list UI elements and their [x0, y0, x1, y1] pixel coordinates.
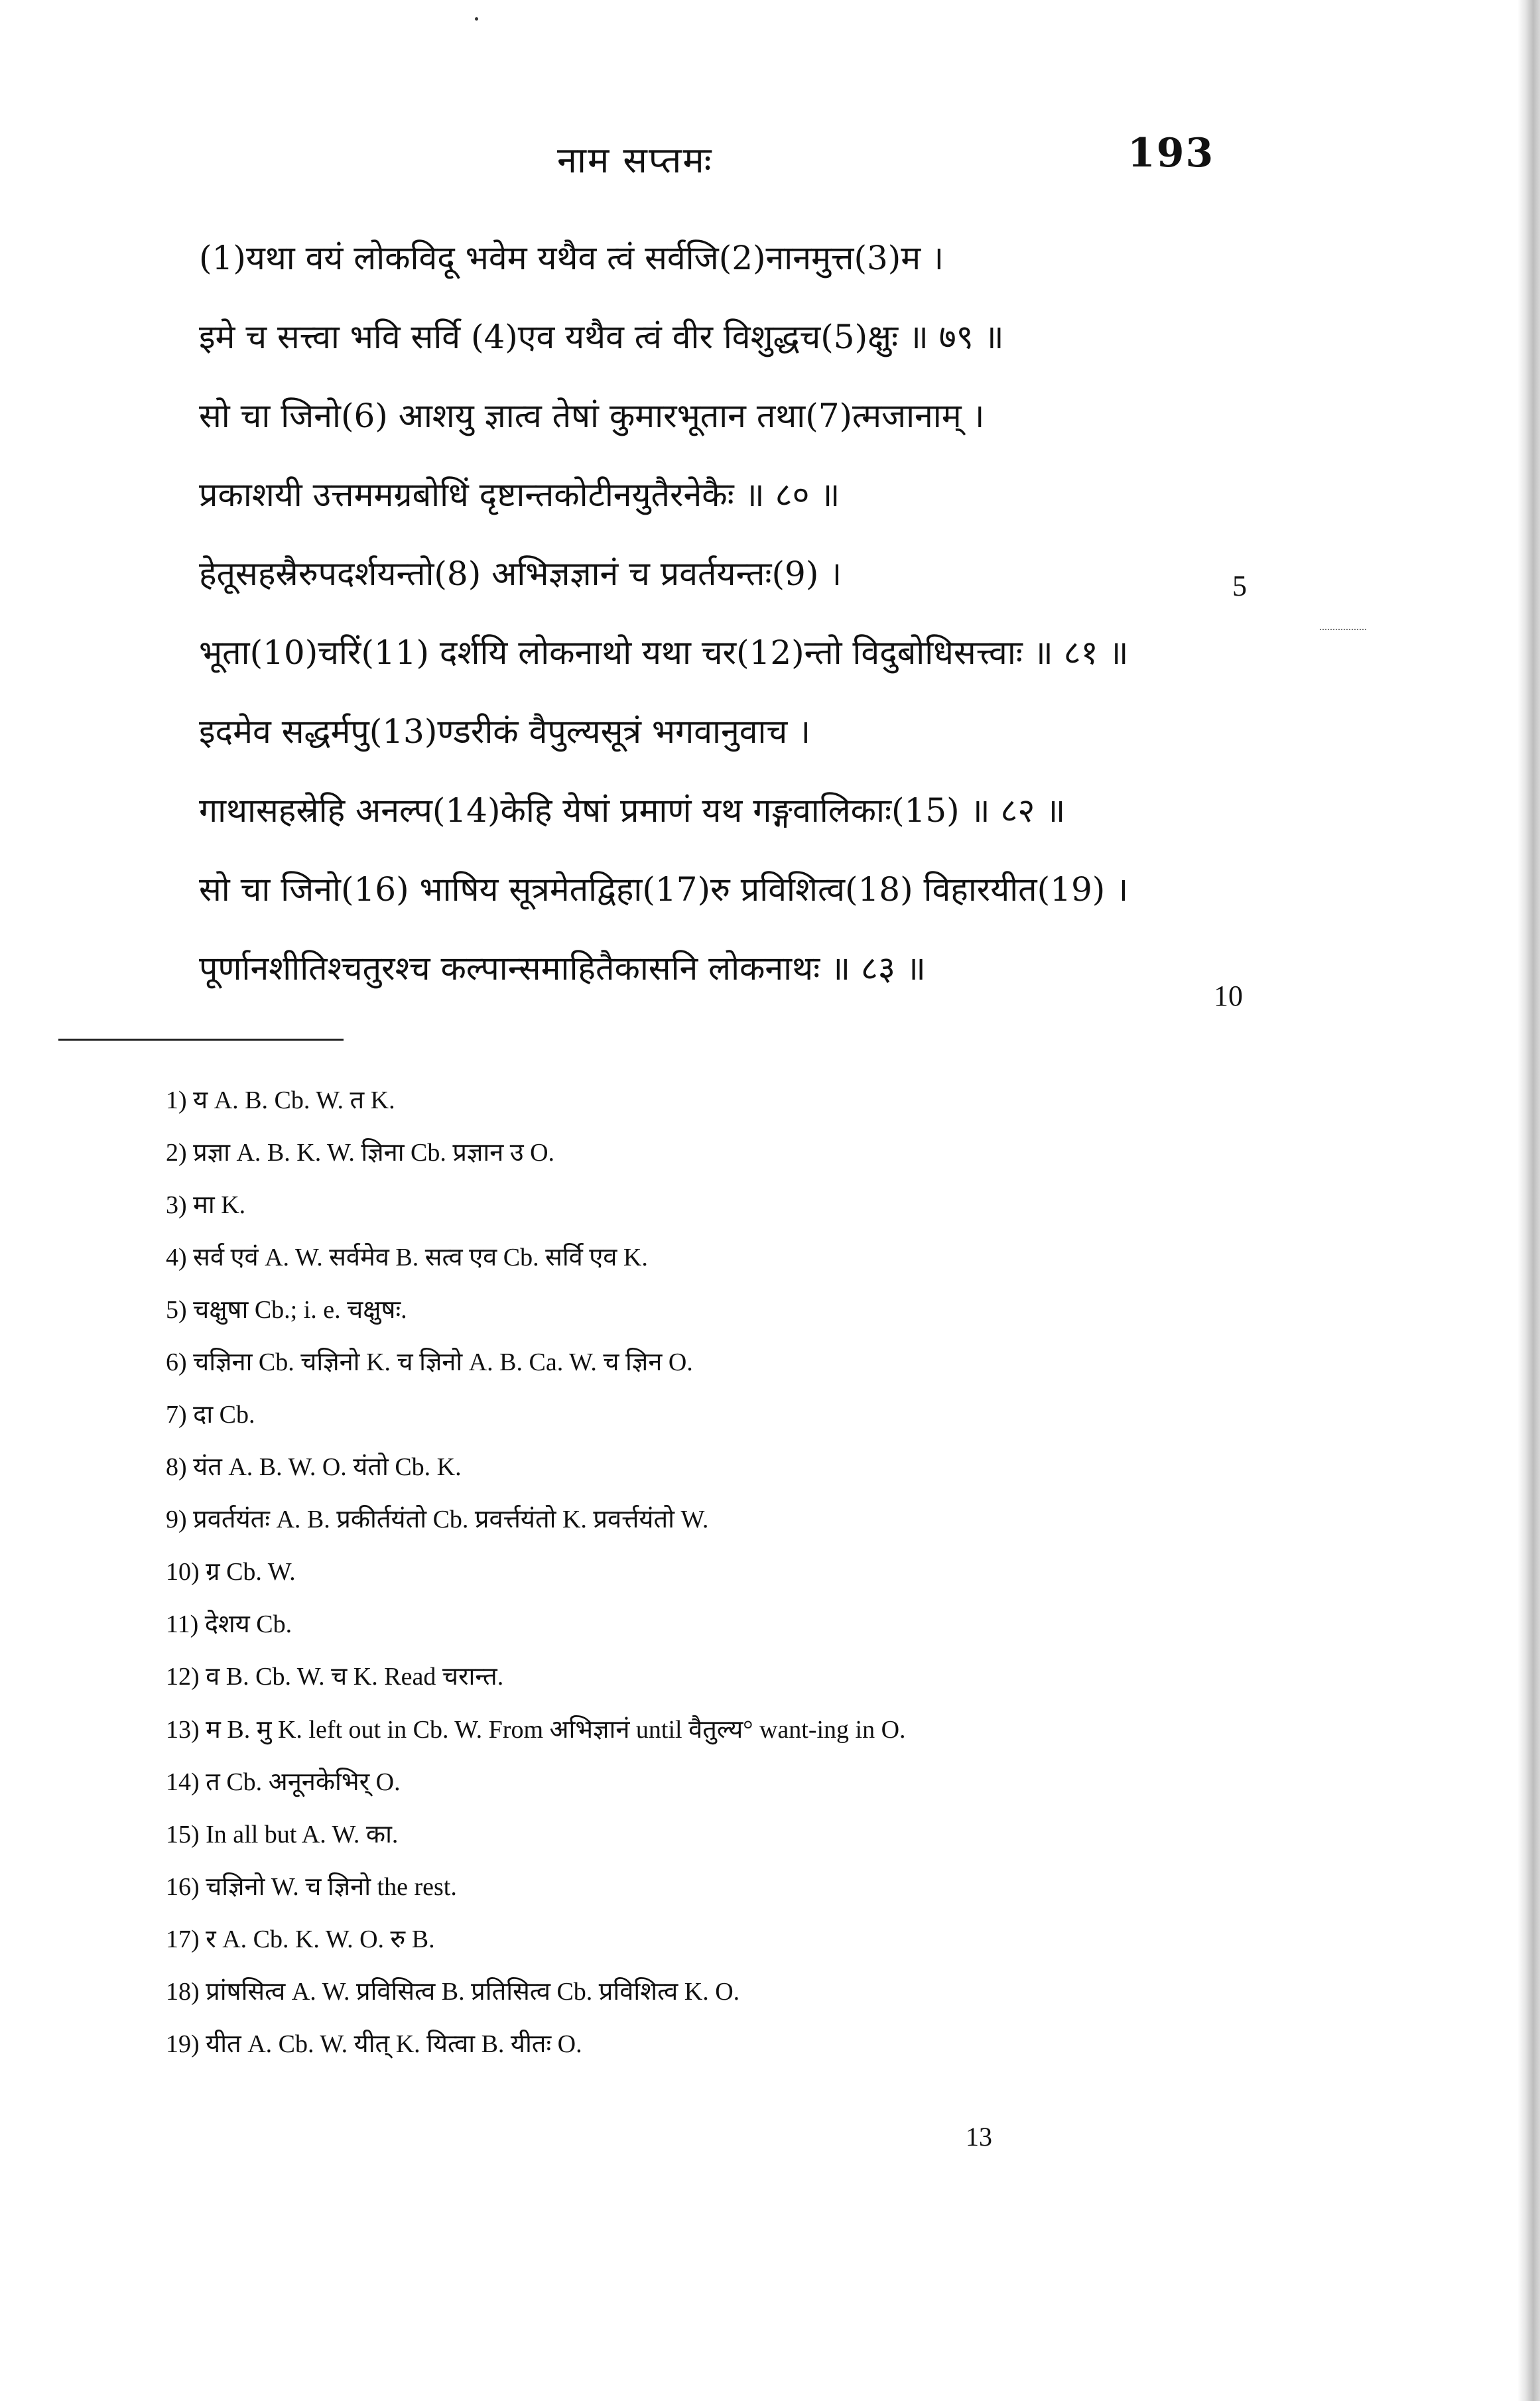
footnote: 15) In all but A. W. का.: [166, 1821, 399, 1849]
verse-line: इदमेव सद्धर्मपु(13)ण्डरीकं वैपुल्यसूत्रं भगवानुवाच ।: [199, 712, 811, 751]
footnote: 5) चक्षुषा Cb.; i. e. चक्षुषः.: [166, 1296, 407, 1324]
footnote: 6) चज्ञिना Cb. चज्ञिनो K. च ज्ञिनो A. B. Ca. W. च ज्ञिन O.: [166, 1348, 693, 1376]
footnote: 8) यंत A. B. W. O. यंतो Cb. K.: [166, 1453, 462, 1481]
verse-line: (1)यथा वयं लोकविदू भवेम यथैव त्वं सर्वजि(2)नानमुत्त(3)म ।: [199, 239, 944, 277]
footnotes: [40, 1074, 1207, 2071]
page-number: 193: [1127, 130, 1215, 176]
footnote: 14) त Cb. अनूनकेभिर् O.: [166, 1768, 401, 1796]
footnote: 19) यीत A. Cb. W. यीत् K. यित्वा B. यीतः O.: [166, 2030, 582, 2058]
verse-line: भूता(10)चरिं(11) दर्शयि लोकनाथो यथा चर(12)न्तो विदुबोधिसत्त्वाः ॥ ८१ ॥: [199, 633, 1129, 672]
line-number-5: 5: [1232, 570, 1247, 602]
signature-mark: 13: [966, 2122, 992, 2152]
running-head: नाम सप्तमः: [557, 139, 713, 181]
line-number-10: 10: [1214, 980, 1243, 1012]
verse-line: इमे च सत्त्वा भवि सर्वि (4)एव यथैव त्वं वीर विशुद्धच(5)क्षुः ॥ ७९ ॥: [199, 318, 1004, 356]
footnote-rule: [58, 1039, 344, 1041]
footnote: 2) प्रज्ञा A. B. K. W. ज्ञिना Cb. प्रज्ञान उ O.: [166, 1139, 555, 1167]
footnote: 17) र A. Cb. K. W. O. रु B.: [166, 1925, 435, 1953]
scan-speck: [475, 17, 478, 21]
footnote: 10) ग्र Cb. W.: [166, 1558, 296, 1586]
verse-line: गाथासहस्रेहि अनल्प(14)केहि येषां प्रमाणं यथ गङ्गवालिकाः(15) ॥ ८२ ॥: [199, 791, 1066, 830]
verse-line: सो चा जिनो(16) भाषिय सूत्रमेतद्विहा(17)रु प्रविशित्व(18) विहारयीत(19) ।: [199, 870, 1129, 909]
verse-line: सो चा जिनो(6) आशयु ज्ञात्व तेषां कुमारभूतान तथा(7)त्मजानाम् ।: [199, 397, 985, 435]
footnote: 13) म B. मु K. left out in Cb. W. From अभिज्ञानं until वैतुल्य° want-ing in O.: [166, 1716, 906, 1744]
margin-mark: [1320, 629, 1366, 630]
footnote: 3) मा K.: [166, 1191, 246, 1219]
footnote: 12) व B. Cb. W. च K. Read चरान्त.: [166, 1663, 504, 1691]
footnote: 4) सर्व एवं A. W. सर्वमेव B. सत्व एव Cb. सर्वि एव K.: [166, 1244, 648, 1271]
verse-block: [199, 219, 1161, 1008]
footnote: 1) य A. B. Cb. W. त K.: [166, 1086, 395, 1114]
footnote: 9) प्रवर्तयंतः A. B. प्रकीर्तयंतो Cb. प्रवर्त्तयंतो K. प्रवर्त्तयंतो W.: [166, 1506, 709, 1533]
scan-edge-shadow: [1517, 0, 1540, 2401]
verse-line: प्रकाशयी उत्तममग्रबोधिं दृष्टान्तकोटीनयुतैरनेकैः ॥ ८० ॥: [199, 476, 840, 514]
footnote: 16) चज्ञिनो W. च ज्ञिनो the rest.: [166, 1873, 457, 1901]
footnote: 11) देशय Cb.: [166, 1610, 292, 1638]
verse-line: पूर्णानशीतिश्चतुरश्च कल्पान्समाहितैकासनि लोकनाथः ॥ ८३ ॥: [199, 949, 926, 988]
footnote: 7) दा Cb.: [166, 1401, 255, 1429]
footnote: 18) प्रांषसित्व A. W. प्रविसित्व B. प्रतिसित्व Cb. प्रविशित्व K. O.: [166, 1978, 740, 2006]
verse-line: हेतूसहस्रैरुपदर्शयन्तो(8) अभिज्ञज्ञानं च प्रवर्तयन्तः(9) ।: [199, 554, 842, 593]
